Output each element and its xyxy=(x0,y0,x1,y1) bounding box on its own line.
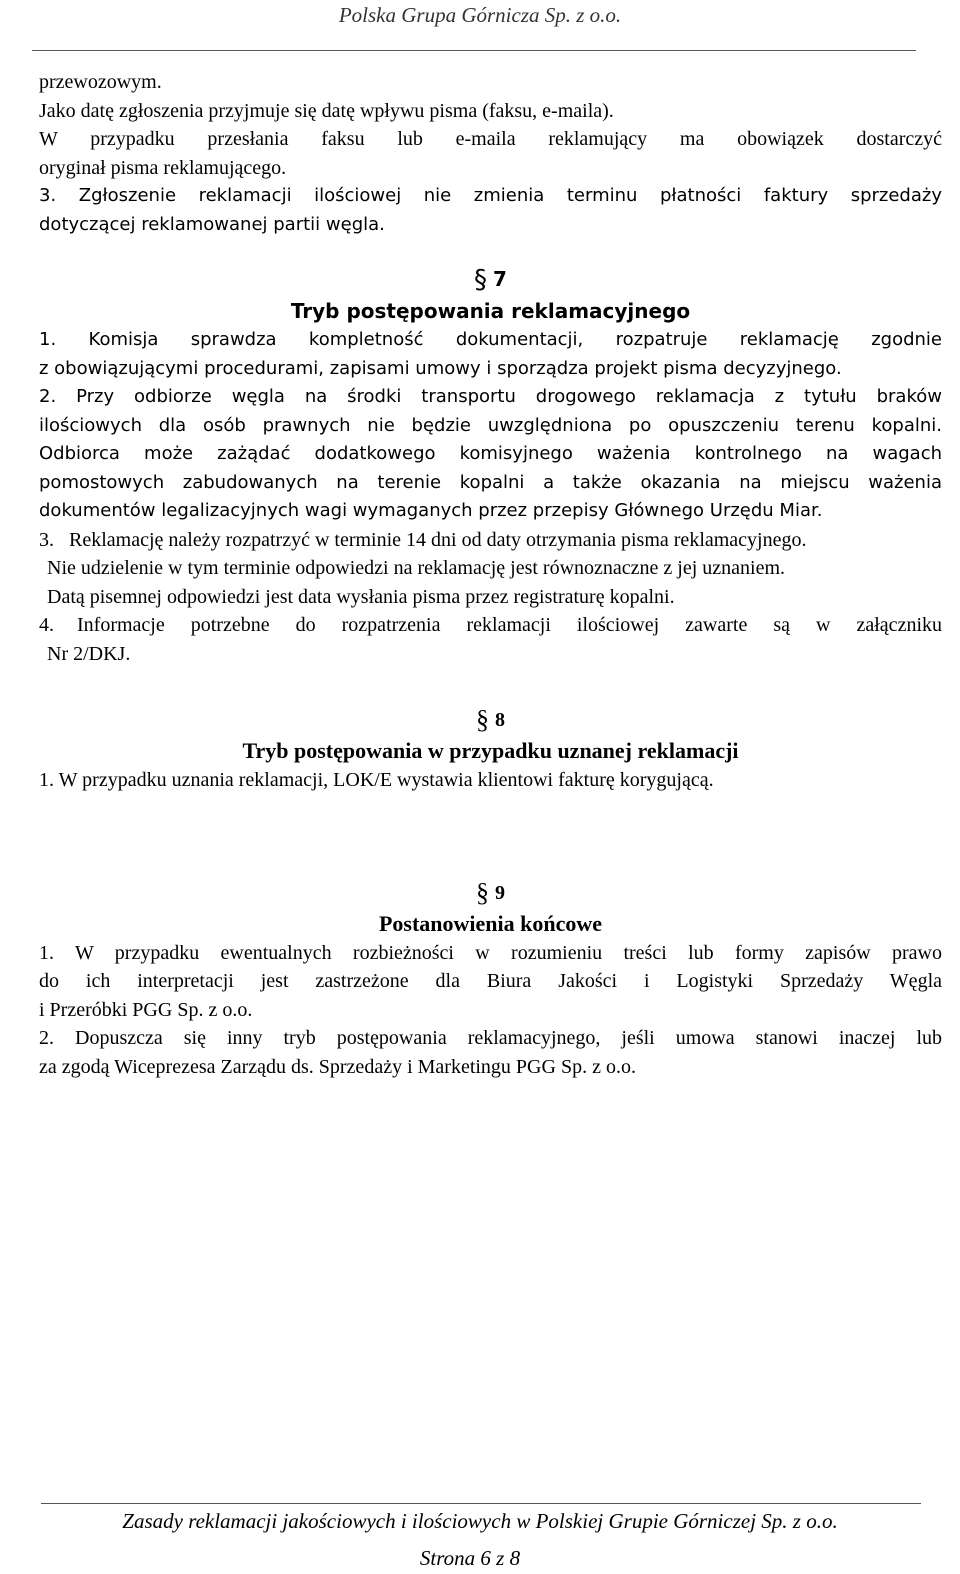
item-number: 4. xyxy=(39,614,54,636)
header-company-name: Polska Grupa Górnicza Sp. z o.o. xyxy=(338,3,622,27)
page-number-label: Strona 6 z 8 xyxy=(419,1546,521,1570)
text-line: dotyczącej reklamowanej partii węgla. xyxy=(39,213,385,235)
section-sign-icon: § xyxy=(474,265,488,295)
header-divider xyxy=(32,50,916,51)
section-number: § 9 xyxy=(476,877,505,907)
document-body xyxy=(39,68,942,1081)
section-7 xyxy=(39,265,942,668)
section-title: Postanowienia końcowe xyxy=(378,910,603,936)
list-item xyxy=(39,182,942,211)
text-line: dokumentów legalizacyjnych wagi wymaganych przez przepisy Głównego Urzędu Miar. xyxy=(39,500,823,521)
footer-document-title: Zasady reklamacji jakościowych i ilościowych w Polskiej Grupie Górniczej Sp. z o.o. xyxy=(122,1509,838,1533)
text-line: pomostowych zabudowanych na terenie kopalni a także okazania na miejscu ważenia xyxy=(39,471,942,493)
item-text: W przypadku uznania reklamacji, LOK/E wystawia klientowi fakturę korygującą. xyxy=(58,769,714,791)
continuation-block xyxy=(39,68,942,239)
item-text: Zgłoszenie reklamacji ilościowej nie zmienia terminu płatności faktury sprzedaży xyxy=(78,185,942,206)
list-item xyxy=(39,383,942,412)
text-line: przewozowym. xyxy=(39,71,162,93)
page-number xyxy=(0,1544,940,1572)
text-line: Nr 2/DKJ. xyxy=(47,642,131,665)
item-text: Przy odbiorze węgla na środki transportu drogowego reklamacja z tytułu braków xyxy=(76,386,942,407)
list-item xyxy=(39,1024,942,1053)
item-text: Dopuszcza się inny tryb postępowania reklamacyjnego, jeśli umowa stanowi inaczej lub xyxy=(75,1027,942,1049)
text-line: Nie udzielenie w tym terminie odpowiedzi na reklamację jest równoznaczne z jej uznaniem. xyxy=(47,557,786,579)
item-text: Reklamację należy rozpatrzyć w terminie 14 dni od daty otrzymania pisma reklamacyjnego. xyxy=(69,528,807,551)
text-line: Jako datę zgłoszenia przyjmuje się datę wpływu pisma (faksu, e-maila). xyxy=(39,99,614,122)
text-line: W przypadku przesłania faksu lub e-maila reklamujący ma obowiązek dostarczyć xyxy=(39,128,942,150)
section-number: § 8 xyxy=(476,705,505,734)
list-item xyxy=(39,526,942,555)
text-line: z obowiązującymi procedurami, zapisami umowy i sporządza projekt pisma decyzyjnego. xyxy=(39,357,842,379)
section-title: Tryb postępowania reklamacyjnego xyxy=(290,299,691,323)
item-number: 1. xyxy=(39,769,54,791)
page-header xyxy=(0,2,960,28)
section-8 xyxy=(39,706,942,795)
list-item xyxy=(39,611,942,640)
section-number: § 7 xyxy=(474,265,507,295)
text-line: za zgodą Wiceprezesa Zarządu ds. Sprzedaży i Marketingu PGG Sp. z o.o. xyxy=(39,1055,636,1078)
text-line: Datą pisemnej odpowiedzi jest data wysłania pisma przez registraturę kopalni. xyxy=(47,585,675,608)
section-9 xyxy=(39,879,942,1082)
section-sign-icon: § xyxy=(476,877,489,907)
item-number: 1. xyxy=(39,329,57,350)
list-item xyxy=(39,766,942,795)
item-text: Informacje potrzebne do rozpatrzenia reklamacji ilościowej zawarte są w załączniku xyxy=(77,614,942,636)
text-line: Odbiorca może zażądać dodatkowego komisyjnego ważenia kontrolnego na wagach xyxy=(39,443,942,464)
item-text: W przypadku ewentualnych rozbieżności w rozumieniu treści lub formy zapisów prawo xyxy=(74,941,942,964)
item-number: 3. xyxy=(39,185,57,206)
list-item xyxy=(39,326,942,355)
text-line: i Przeróbki PGG Sp. z o.o. xyxy=(39,998,253,1021)
footer-divider xyxy=(41,1503,921,1504)
item-number: 2. xyxy=(39,386,57,407)
page-footer xyxy=(0,1506,960,1536)
item-number: 1. xyxy=(39,941,54,964)
section-title: Tryb postępowania w przypadku uznanej reklamacji xyxy=(242,738,739,763)
item-number: 2. xyxy=(39,1027,54,1049)
text-line: ilościowych dla osób prawnych nie będzie uwzględniona po opuszczeniu terenu kopalni. xyxy=(39,414,942,436)
text-line: do ich interpretacji jest zastrzeżone dla Biura Jakości i Logistyki Sprzedaży Węgla xyxy=(39,970,942,992)
item-text: Komisja sprawdza kompletność dokumentacji, rozpatruje reklamację zgodnie xyxy=(88,329,942,350)
item-number: 3. xyxy=(39,528,54,551)
section-sign-icon: § xyxy=(476,705,489,734)
text-line: oryginał pisma reklamującego. xyxy=(39,156,287,179)
list-item xyxy=(39,939,942,968)
